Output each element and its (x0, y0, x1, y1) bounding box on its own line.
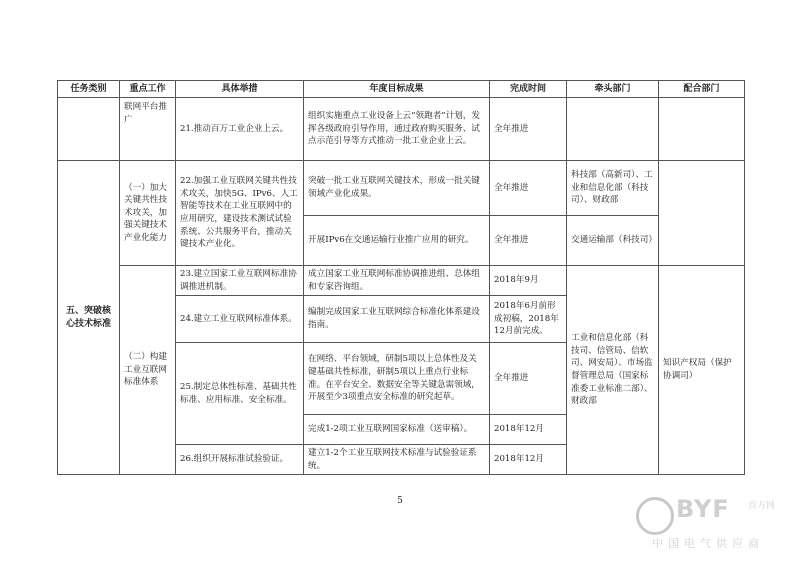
header-measures: 具体举措 (176, 81, 304, 98)
header-lead-department: 牵头部门 (567, 81, 659, 98)
header-key-work: 重点工作 (120, 81, 176, 98)
time-cell: 2018年12月 (490, 445, 567, 475)
time-cell: 全年推进 (490, 98, 567, 161)
header-completion-time: 完成时间 (490, 81, 567, 98)
measure-cell: 25.制定总体性标准、基础共性标准、应用标准、安全标准。 (176, 343, 304, 445)
watermark-tagline: 中国电气供应商 (652, 537, 764, 550)
page-number: 5 (397, 496, 403, 506)
table-row (58, 266, 745, 296)
work-plan-table (57, 80, 745, 475)
header-row (58, 81, 745, 98)
goal-cell: 组织实施重点工业设备上云“领跑者”计划，发挥各级政府引导作用，通过政府购买服务、试点示范引导等方式推动一批工业企业上云。 (304, 98, 490, 161)
watermark-sub: 百方网 (748, 501, 776, 511)
time-cell: 2018年9月 (490, 266, 567, 296)
watermark-logo-icon (636, 497, 674, 535)
time-cell: 全年推进 (490, 161, 567, 216)
goal-cell: 突破一批工业互联网关键技术，形成一批关键领域产业化成果。 (304, 161, 490, 216)
measure-cell: 22.加强工业互联网关键共性技术攻关，加快5G、IPv6、人工智能等技术在工业互联网中的应用研究，建设技术测试试验系统、公共服务平台，推动关键技术产业化。 (176, 161, 304, 266)
measure-cell: 21.推动百万工业企业上云。 (176, 98, 304, 161)
time-cell: 全年推进 (490, 343, 567, 415)
measure-cell: 24.建立工业互联网标准体系。 (176, 296, 304, 343)
lead-cell: 工业和信息化部（科技司、信管局、信软司、网安局）、市场监督管理总局（国家标准委工业标准二部）、财政部 (567, 266, 659, 475)
key-work-cell: （二）构建工业互联网标准体系 (120, 266, 176, 475)
goal-cell: 编制完成国家工业互联网综合标准化体系建设指南。 (304, 296, 490, 343)
coop-cell: 知识产权局（保护协调司） (659, 266, 745, 475)
task-category-cell: 五、突破核心技术标准 (58, 161, 120, 475)
header-coop-department: 配合部门 (659, 81, 745, 98)
goal-cell: 完成1-2项工业互联网国家标准（送审稿）。 (304, 415, 490, 445)
time-cell: 2018年12月 (490, 415, 567, 445)
coop-cell (659, 98, 745, 161)
task-cell (58, 98, 120, 161)
table-row (58, 161, 745, 216)
coop-cell (659, 161, 745, 266)
header-annual-goal: 年度目标成果 (304, 81, 490, 98)
time-cell: 全年推进 (490, 216, 567, 266)
lead-cell: 交通运输部（科技司） (567, 216, 659, 266)
goal-cell: 成立国家工业互联网标准协调推进组、总体组和专家咨询组。 (304, 266, 490, 296)
goal-cell: 开展IPv6在交通运输行业推广应用的研究。 (304, 216, 490, 266)
measure-cell: 23.建立国家工业互联网标准协调推进机制。 (176, 266, 304, 296)
goal-cell: 建立1-2个工业互联网技术标准与试验验证系统。 (304, 445, 490, 475)
header-task-category: 任务类别 (58, 81, 120, 98)
work-cell: 联网平台推广 (120, 98, 176, 161)
lead-cell (567, 98, 659, 161)
key-work-cell: （一）加大关键共性技术攻关，加强关键技术产业化能力 (120, 161, 176, 266)
measure-cell: 26.组织开展标准试验验证。 (176, 445, 304, 475)
lead-cell: 科技部（高新司）、工业和信息化部（科技司）、财政部 (567, 161, 659, 216)
watermark-brand: BYF (676, 495, 730, 523)
time-cell: 2018年6月前形成初稿，2018年12月前完成。 (490, 296, 567, 343)
table-row (58, 98, 745, 161)
goal-cell: 在网络、平台领域，研制5项以上总体性及关键基础共性标准，研制5项以上重点行业标准。在平台安全、数据安全等关键急需领域，开展至少3项重点安全标准的研究起草。 (304, 343, 490, 415)
watermark (636, 495, 786, 553)
